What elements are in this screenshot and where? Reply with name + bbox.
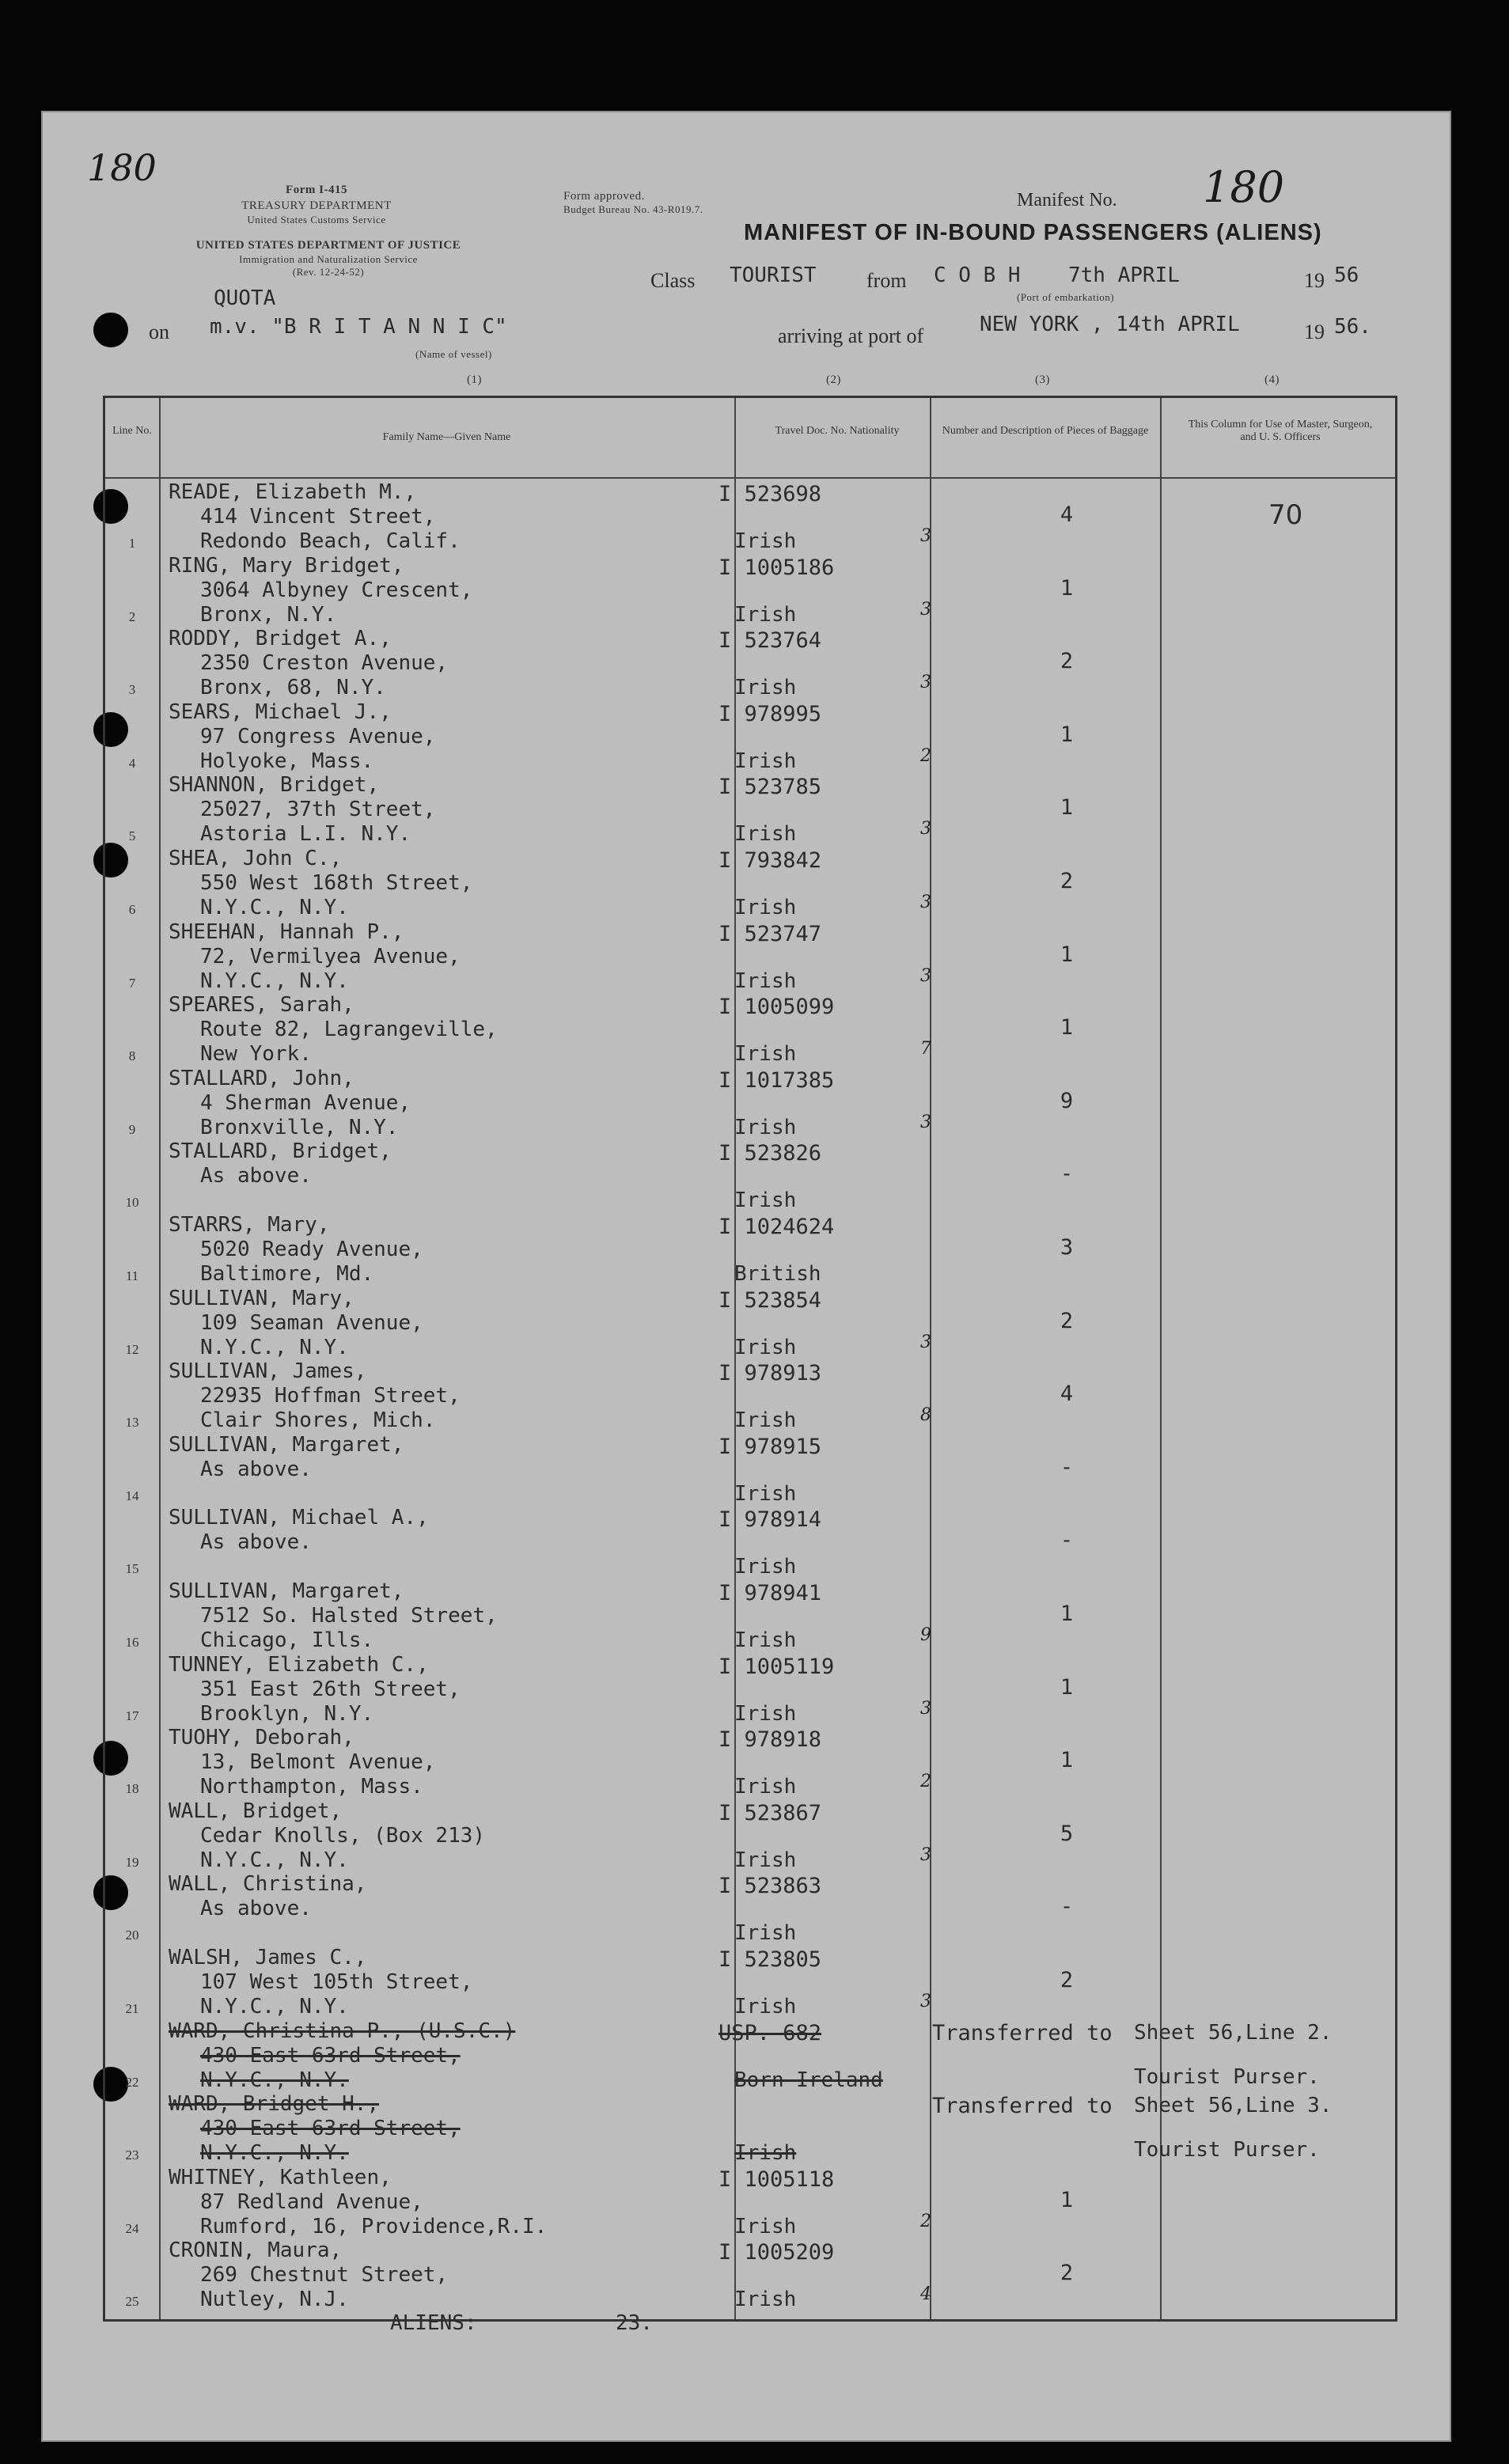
quota-label: QUOTA (214, 286, 276, 310)
travel-doc-number: I 793842 (718, 848, 822, 873)
arrival-port-date: NEW YORK , 14th APRIL (980, 313, 1240, 336)
passenger-row (105, 2019, 1395, 2094)
line-number: 2 (128, 608, 136, 624)
passenger-row (105, 1946, 1395, 2021)
handwritten-mark: 2 (920, 745, 931, 766)
passenger-name-address (169, 1946, 472, 2019)
passenger-row (105, 1726, 1395, 1801)
baggage-count: 1 (1060, 1748, 1074, 1773)
handwritten-mark: 3 (920, 1698, 931, 1719)
passenger-row (105, 1579, 1395, 1655)
name-line: RODDY, Bridget A., (169, 627, 392, 651)
passenger-name-address (169, 920, 461, 994)
arrival-year-prefix: 19 (1304, 320, 1325, 343)
handwritten-mark: 2 (920, 2211, 931, 2231)
handwritten-mark: 3 (920, 599, 931, 620)
address-line: 97 Congress Avenue, (200, 724, 436, 749)
handwritten-mark: 8 (920, 1405, 931, 1426)
city-line: Chicago, Ills. (200, 1628, 374, 1652)
travel-doc-number: I 978913 (718, 1361, 822, 1386)
name-line: SPEARES, Sarah, (169, 993, 355, 1018)
form-dept: TREASURY DEPARTMENT (241, 199, 392, 212)
line-number: 22 (125, 2074, 139, 2090)
travel-doc-number: I 1005119 (718, 1654, 835, 1679)
city-line: Holyoke, Mass. (200, 749, 374, 773)
nationality: Irish (734, 896, 797, 919)
line-number: 21 (125, 2001, 139, 2016)
port-embarkation: C O B H (934, 263, 1021, 287)
baggage-count: 2 (1060, 649, 1074, 674)
travel-doc-number: I 523867 (718, 1800, 822, 1825)
passenger-name-address (169, 2092, 461, 2166)
travel-doc-number: I 978915 (718, 1434, 822, 1459)
aliens-label: ALIENS: (390, 2311, 477, 2335)
nationality: Irish (734, 1042, 797, 1067)
page-mark: 180 (87, 146, 157, 189)
name-line: WARD, Christina P., (U.S.C.) (169, 2019, 516, 2043)
baggage-count: 4 (1060, 1382, 1074, 1407)
line-number: 3 (128, 682, 136, 698)
nationality: Irish (734, 1848, 797, 1872)
name-line: SHANNON, Bridget, (169, 773, 380, 798)
travel-doc-number: I 978918 (718, 1727, 822, 1753)
nationality: Irish (734, 2288, 797, 2312)
name-line: SEARS, Michael J., (169, 699, 392, 724)
address-line: 2350 Creston Avenue, (200, 651, 449, 676)
baggage-count: 1 (1060, 575, 1074, 601)
handwritten-mark: 3 (920, 965, 931, 986)
address-line: 107 West 105th Street, (200, 1970, 473, 1994)
name-line: WHITNEY, Kathleen, (169, 2165, 392, 2189)
baggage-count: Transferred to (932, 2094, 1113, 2119)
nationality: Irish (734, 676, 797, 700)
travel-doc-number: I 1005186 (718, 555, 835, 580)
name-line: CRONIN, Maura, (169, 2238, 343, 2263)
city-line: Bronxville, N.Y. (200, 1115, 399, 1139)
travel-doc-number: I 523785 (718, 775, 822, 800)
officer-note: Sheet 56,Line 2. (1134, 2020, 1333, 2045)
passenger-name-address (169, 1726, 435, 1799)
name-line: READE, Elizabeth M., (169, 480, 417, 504)
passenger-row (105, 2092, 1395, 2167)
city-line: Astoria L.I. N.Y. (200, 822, 411, 847)
nationality: Irish (734, 2141, 797, 2166)
line-number: 12 (125, 1341, 139, 1357)
col-num-2: (2) (826, 373, 841, 386)
punch-hole (93, 313, 128, 347)
line-number: 8 (128, 1048, 136, 1064)
nationality: Irish (734, 969, 797, 993)
handwritten-mark: 7 (920, 1039, 931, 1060)
nationality: Irish (734, 1408, 797, 1433)
line-number: 25 (125, 2294, 139, 2310)
from-label: from (866, 269, 907, 292)
handwritten-mark: 3 (920, 1992, 931, 2011)
passenger-row (105, 1872, 1395, 1947)
line-number: 15 (125, 1561, 139, 1577)
city-line: N.Y.C., N.Y. (200, 896, 349, 919)
handwritten-mark: 3 (920, 1332, 931, 1352)
passenger-name-address (169, 554, 472, 627)
baggage-count: - (1060, 1162, 1074, 1187)
city-line: Nutley, N.J. (200, 2288, 349, 2312)
handwritten-mark: 3 (920, 1112, 931, 1132)
handwritten-mark: 9 (920, 1625, 931, 1645)
form-revision: (Rev. 12-24-52) (292, 266, 365, 278)
city-line: Brooklyn, N.Y. (200, 1701, 374, 1726)
travel-doc-number: I 1005118 (718, 2166, 835, 2192)
line-number: 5 (128, 828, 136, 844)
name-line: WALL, Christina, (169, 1872, 367, 1897)
city-line: As above. (200, 1897, 312, 1921)
passenger-row (105, 2238, 1395, 2314)
officer-note: Sheet 56,Line 3. (1134, 2094, 1333, 2118)
passenger-name-address (169, 2166, 547, 2239)
col-header-baggage: Number and Description of Pieces of Baggage (942, 425, 1149, 437)
baggage-count: 2 (1060, 1968, 1074, 1992)
line-number: 4 (128, 755, 136, 771)
line-number: 13 (125, 1415, 139, 1431)
line-number: 9 (128, 1121, 136, 1137)
city-line: N.Y.C., N.Y. (200, 2068, 349, 2092)
address-line: 550 West 168th Street, (200, 871, 473, 895)
passenger-row (105, 554, 1395, 629)
passenger-name-address (169, 1653, 461, 1727)
passenger-row (105, 773, 1395, 848)
form-approved: Form approved. (563, 190, 645, 203)
line-number: 11 (125, 1268, 139, 1283)
name-line: RING, Mary Bridget, (169, 553, 404, 578)
address-line: 72, Vermilyea Avenue, (200, 944, 461, 969)
handwritten-mark: 3 (920, 673, 931, 693)
address-line: 22935 Hoffman Street, (200, 1384, 461, 1408)
city-line: N.Y.C., N.Y. (200, 1848, 349, 1872)
line-number: 7 (128, 975, 136, 991)
passenger-name-address (169, 1287, 423, 1360)
travel-doc-number: I 978995 (718, 701, 822, 726)
nationality: Irish (734, 1701, 797, 1726)
manifest-title: MANIFEST OF IN-BOUND PASSENGERS (ALIENS) (744, 220, 1322, 245)
city-line: As above. (200, 1530, 312, 1555)
address-line: 109 Seaman Avenue, (200, 1310, 423, 1335)
line-number: 16 (125, 1635, 139, 1650)
address-line: 7512 So. Halsted Street, (200, 1604, 498, 1628)
passenger-name-address (169, 1506, 429, 1555)
address-line: 269 Chestnut Street, (200, 2263, 449, 2288)
manifest-number: 180 (1203, 162, 1285, 212)
line-number: 24 (125, 2220, 139, 2236)
address-line: 87 Redland Avenue, (200, 2189, 423, 2214)
city-line: N.Y.C., N.Y. (200, 2141, 349, 2166)
col-header-line-no: Line No. (112, 425, 152, 437)
city-line: As above. (200, 1164, 312, 1188)
passenger-row (105, 2166, 1395, 2241)
city-line: Bronx, 68, N.Y. (200, 676, 386, 700)
name-line: STARRS, Mary, (169, 1213, 330, 1237)
name-line: SULLIVAN, James, (169, 1359, 367, 1384)
city-line: N.Y.C., N.Y. (200, 1995, 349, 2019)
passenger-row (105, 700, 1395, 775)
baggage-count: 3 (1060, 1235, 1074, 1260)
passenger-name-address (169, 1799, 485, 1873)
city-line: Redondo Beach, Calif. (200, 529, 461, 553)
name-line: SHEA, John C., (169, 847, 343, 870)
travel-doc-number: I 523698 (718, 482, 822, 506)
address-line: 13, Belmont Avenue, (200, 1750, 436, 1775)
line-number: 20 (125, 1928, 139, 1943)
col-num-3: (3) (1035, 373, 1050, 386)
passenger-name-address (169, 773, 435, 847)
travel-doc-number: I 1017385 (718, 1067, 835, 1093)
travel-doc-number: I 523805 (718, 1947, 822, 1972)
depart-year: 56 (1334, 263, 1359, 287)
city-line: As above. (200, 1457, 312, 1481)
address-line: 414 Vincent Street, (200, 505, 436, 529)
baggage-count: 1 (1060, 795, 1074, 821)
travel-doc-number: I 1024624 (718, 1215, 835, 1239)
passenger-row (105, 1287, 1395, 1362)
address-line: Route 82, Lagrangeville, (200, 1018, 498, 1042)
vessel-caption: (Name of vessel) (415, 348, 492, 360)
name-line: SULLIVAN, Margaret, (169, 1432, 404, 1457)
form-number: Form I-415 (286, 184, 347, 196)
travel-doc-number: I 523826 (718, 1141, 822, 1166)
nationality: Irish (734, 1775, 797, 1799)
name-line: STALLARD, John, (169, 1066, 355, 1090)
passenger-name-address (169, 1579, 498, 1653)
travel-doc-number: I 1005099 (718, 995, 835, 1020)
baggage-count: 1 (1060, 2187, 1074, 2212)
nationality: Irish (734, 1115, 797, 1139)
travel-doc-number: I 978941 (718, 1581, 822, 1605)
name-line: SULLIVAN, Margaret, (169, 1579, 404, 1603)
baggage-count: 1 (1060, 1674, 1074, 1700)
passenger-name-address (169, 700, 435, 774)
passenger-name-address (169, 847, 472, 920)
address-line: 3064 Albyney Crescent, (200, 578, 473, 602)
nationality: Irish (734, 1628, 797, 1652)
col-num-1: (1) (467, 373, 482, 386)
travel-doc-number: I 523764 (718, 628, 822, 654)
baggage-count: 9 (1060, 1088, 1074, 1113)
nationality: Irish (734, 822, 797, 847)
passenger-row (105, 1213, 1395, 1288)
nationality: Irish (734, 2214, 797, 2238)
travel-doc-number: I 1005209 (718, 2240, 835, 2265)
passenger-row (105, 1433, 1395, 1508)
handwritten-mark: 3 (920, 893, 931, 912)
name-line: SHEEHAN, Hannah P., (169, 919, 404, 944)
passenger-name-address (169, 1872, 366, 1921)
aliens-count: 23. (616, 2311, 653, 2335)
nationality: Irish (734, 529, 797, 553)
baggage-count: 4 (1060, 502, 1074, 527)
year-prefix: 19 (1304, 269, 1325, 292)
arrival-year: 56. (1334, 315, 1371, 339)
passenger-name-address (169, 2238, 448, 2312)
nationality: Irish (734, 602, 797, 627)
baggage-count: 1 (1060, 1602, 1074, 1626)
handwritten-mark: 2 (920, 1772, 931, 1792)
passenger-row (105, 1139, 1395, 1215)
baggage-count: - (1060, 1894, 1074, 1920)
baggage-count: 5 (1060, 1821, 1074, 1846)
passenger-row (105, 920, 1395, 995)
line-number: 6 (128, 902, 136, 917)
handwritten-mark: 3 (920, 1844, 931, 1865)
col-header-officers: This Column for Use of Master, Surgeon, and U. S. Officers (1188, 419, 1373, 443)
depart-date: 7th APRIL (1068, 263, 1180, 287)
baggage-count: 2 (1060, 869, 1074, 893)
line-number: 19 (125, 1854, 139, 1870)
on-label: on (149, 320, 169, 343)
travel-doc-number: I 523854 (718, 1287, 822, 1313)
passenger-name-address (169, 2019, 515, 2093)
name-line: WALSH, James C., (169, 1946, 367, 1969)
travel-doc-number: I 523863 (718, 1874, 822, 1899)
baggage-count: 1 (1060, 722, 1074, 747)
name-line: WARD, Bridget H., (169, 2092, 380, 2117)
name-line: STALLARD, Bridget, (169, 1139, 392, 1164)
nationality: Irish (734, 1995, 797, 2019)
class-value: TOURIST (730, 263, 817, 287)
handwritten-mark: 3 (920, 526, 931, 546)
address-line: 25027, 37th Street, (200, 798, 436, 822)
line-number: 18 (125, 1781, 139, 1797)
class-label: Class (650, 269, 696, 292)
baggage-count: 1 (1060, 1015, 1074, 1041)
city-line: New York. (200, 1042, 312, 1067)
col-num-4: (4) (1264, 373, 1280, 386)
nationality: Irish (734, 1188, 797, 1213)
passenger-row (105, 1653, 1395, 1728)
travel-doc-number: I 523747 (718, 921, 822, 946)
passenger-row (105, 847, 1395, 922)
arriving-label: arriving at port of (778, 324, 924, 347)
name-line: WALL, Bridget, (169, 1799, 343, 1823)
address-line: Cedar Knolls, (Box 213) (200, 1823, 486, 1848)
budget-bureau: Budget Bureau No. 43-R019.7. (563, 203, 703, 215)
passenger-row (105, 1799, 1395, 1875)
name-line: SULLIVAN, Michael A., (169, 1506, 429, 1530)
passenger-name-address (169, 627, 448, 700)
baggage-count: 1 (1060, 942, 1074, 967)
passenger-row (105, 627, 1395, 702)
city-line: N.Y.C., N.Y. (200, 1335, 349, 1359)
city-line: Clair Shores, Mich. (200, 1408, 436, 1433)
line-number: 23 (125, 2147, 139, 2163)
passenger-name-address (169, 1139, 392, 1188)
officer-note: 70 (1268, 499, 1303, 531)
passenger-name-address (169, 993, 498, 1067)
baggage-count: - (1060, 1454, 1074, 1480)
col-header-travel-doc: Travel Doc. No. Nationality (775, 425, 900, 437)
line-number: 14 (125, 1488, 139, 1503)
ins-service: Immigration and Naturalization Service (239, 253, 418, 265)
nationality: British (734, 1262, 821, 1286)
nationality: Irish (734, 1555, 797, 1579)
city-line: Baltimore, Md. (200, 1262, 374, 1286)
city-line: Rumford, 16, Providence,R.I. (200, 2214, 548, 2238)
travel-doc-number: USP. 682 (718, 2020, 822, 2045)
baggage-count: Transferred to (932, 2020, 1113, 2045)
line-number: 17 (125, 1708, 139, 1723)
header-divider (105, 477, 1395, 479)
line-number: 10 (125, 1195, 139, 1211)
address-line: 351 East 26th Street, (200, 1677, 461, 1701)
address-line: 430 East 63rd Street, (200, 2043, 461, 2068)
name-line: SULLIVAN, Mary, (169, 1286, 355, 1310)
travel-doc-number: I 978914 (718, 1507, 822, 1533)
baggage-count: 2 (1060, 1308, 1074, 1333)
baggage-count: - (1060, 1528, 1074, 1553)
city-line: Bronx, N.Y. (200, 602, 337, 627)
officer-note-2: Tourist Purser. (1134, 2064, 1320, 2089)
city-line: N.Y.C., N.Y. (200, 969, 349, 993)
baggage-count: 2 (1060, 2261, 1074, 2286)
justice-dept: UNITED STATES DEPARTMENT OF JUSTICE (195, 239, 461, 252)
passenger-row (105, 1359, 1395, 1435)
passenger-name-address (169, 1213, 423, 1287)
nationality: Irish (734, 1921, 797, 1946)
line-number: 1 (128, 536, 136, 551)
passenger-name-address (169, 1359, 461, 1433)
name-line: TUOHY, Deborah, (169, 1726, 355, 1750)
passenger-name-address (169, 1433, 404, 1482)
nationality: Irish (734, 1481, 797, 1506)
passenger-row (105, 1067, 1395, 1142)
passenger-name-address (169, 1067, 411, 1140)
handwritten-mark: 3 (920, 819, 931, 840)
handwritten-mark: 4 (920, 2284, 931, 2305)
officer-note-2: Tourist Purser. (1134, 2138, 1320, 2163)
name-line: TUNNEY, Elizabeth C., (169, 1652, 429, 1677)
nationality: Irish (734, 749, 797, 773)
nationality: Born Ireland (734, 2068, 883, 2092)
vessel-name: m.v. "B R I T A N N I C" (210, 315, 507, 339)
port-caption: (Port of embarkation) (1017, 291, 1115, 303)
passenger-name-address (169, 480, 461, 554)
passenger-row (105, 1506, 1395, 1581)
city-line: Northampton, Mass. (200, 1775, 423, 1799)
form-service: United States Customs Service (247, 214, 386, 226)
passenger-row (105, 480, 1395, 555)
address-line: 430 East 63rd Street, (200, 2117, 461, 2141)
manifest-label: Manifest No. (1017, 190, 1117, 210)
address-line: 5020 Ready Avenue, (200, 1238, 423, 1261)
passenger-row (105, 993, 1395, 1068)
col-header-name: Family Name—Given Name (382, 431, 511, 443)
manifest-table (103, 396, 1397, 2335)
address-line: 4 Sherman Avenue, (200, 1090, 411, 1115)
nationality: Irish (734, 1335, 797, 1359)
